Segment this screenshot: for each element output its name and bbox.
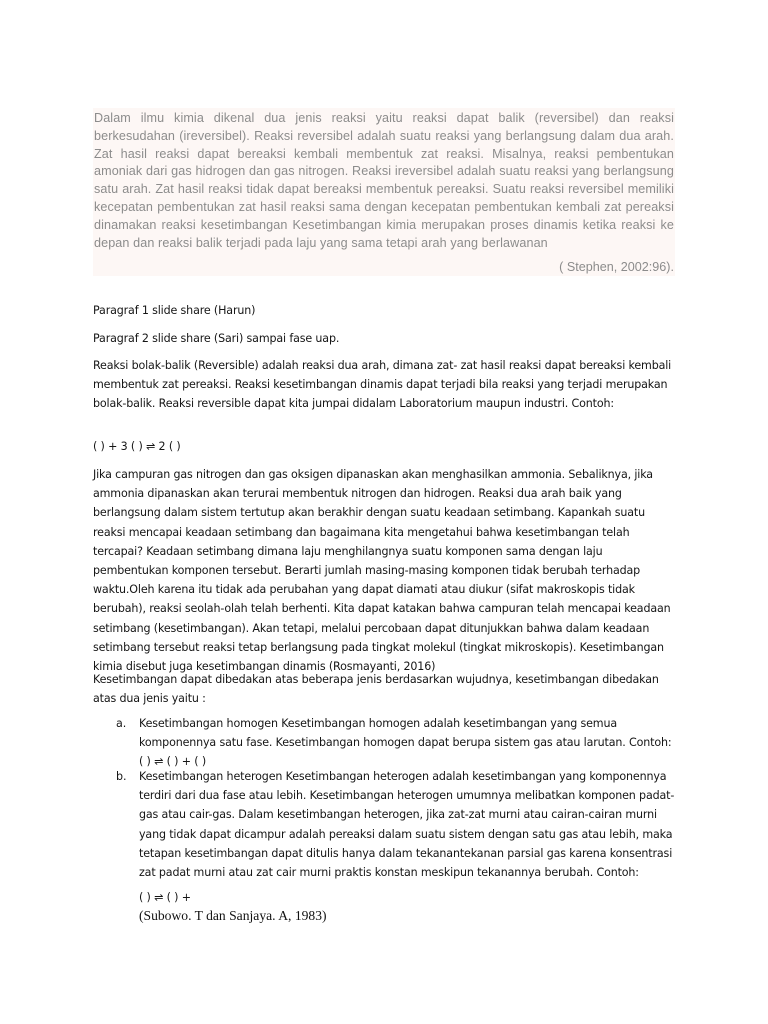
equation-line: ( ) + 3 ( ) ⇌ 2 ( ): [93, 440, 181, 453]
list-marker-b: b.: [116, 770, 127, 783]
note-paragraph-2: Paragraf 2 slide share (Sari) sampai fase uap.: [93, 332, 340, 345]
note-paragraph-1: Paragraf 1 slide share (Harun): [93, 304, 256, 317]
reference-citation: (Subowo. T dan Sanjaya. A, 1983): [139, 908, 327, 923]
campuran-paragraph: Jika campuran gas nitrogen dan gas oksigen dipanaskan akan menghasilkan ammonia. Sebaliknya, jika ammonia dipanaskan akan terurai membentuk nitrogen dan hidrogen. Reaksi dua arah baik yang berlangsung dalam sistem tertutup akan berakhir dengan suatu keadaan setimbang. Kapankah suatu reaksi mencapai keadaan setimbang dan bagaimana kita mengetahui bahwa kesetimbangan telah tercapai? Keadaan setimbang dimana laju menghilangnya suatu komponen sama dengan laju pembentukan komponen tersebut. Berarti jumlah masing-masing komponen tidak berubah terhadap waktu.Oleh karena itu tidak ada perubahan yang dapat diamati atau diukur (sifat makroskopis tidak berubah), reaksi seolah-olah telah berhenti. Kita dapat katakan bahwa campuran telah mencapai keadaan setimbang (kesetimbangan). Akan tetapi, melalui percobaan dapat ditunjukkan bahwa dalam keadaan setimbang tersebut reaksi tetap berlangsung pada tingkat molekul (tingkat mikroskopis). Kesetimbangan kimia disebut juga kesetimbangan dinamis (Rosmayanti, 2016): [93, 468, 671, 674]
list-intro-paragraph: Kesetimbangan dapat dibedakan atas beberapa jenis berdasarkan wujudnya, kesetimbangan dibedakan atas dua jenis yaitu :: [93, 673, 659, 706]
list-item-b-equation: ( ) ⇌ ( ) +: [139, 891, 191, 904]
list-item-b: Kesetimbangan heterogen Kesetimbangan heterogen adalah kesetimbangan yang komponennya terdiri dari dua fase atau lebih. Kesetimbangan heterogen umumnya melibatkan komponen padat-gas atau cair-gas. Dalam kesetimbangan heterogen, jika zat-zat murni atau cairan-cairan murni yang tidak dapat dicampur adalah pereaksi dalam suatu sistem dengan satu gas atau lebih, maka tetapan kesetimbangan dapat ditulis hanya dalam tekanantekanan parsial gas karena konsentrasi zat padat murni atau zat cair murni praktis konstan meskipun tekanannya berubah. Contoh:: [139, 770, 675, 880]
quote-citation: ( Stephen, 2002:96).: [559, 260, 674, 274]
list-item-a: Kesetimbangan homogen Kesetimbangan homogen adalah kesetimbangan yang semua komponennya satu fase. Kesetimbangan homogen dapat berupa sistem gas atau larutan. Contoh: ( ) ⇌ ( ) + ( ): [139, 717, 672, 769]
reversible-paragraph: Reaksi bolak-balik (Reversible) adalah reaksi dua arah, dimana zat- zat hasil reaksi dapat bereaksi kembali membentuk zat pereaksi. Reaksi kesetimbangan dinamis dapat terjadi bila reaksi yang terjadi merupakan bolak-balik. Reaksi reversible dapat kita jumpai didalam Laboratorium maupun industri. Contoh:: [93, 359, 672, 411]
list-marker-a: a.: [116, 717, 127, 730]
quote-paragraph: Dalam ilmu kimia dikenal dua jenis reaksi yaitu reaksi dapat balik (reversibel) dan reaksi berkesudahan (ireversibel). Reaksi reversibel adalah suatu reaksi yang berlangsung dalam dua arah. Zat hasil reaksi dapat bereaksi kembali membentuk zat reaksi. Misalnya, reaksi pembentukan amoniak dari gas hidrogen dan gas nitrogen. Reaksi ireversibel adalah suatu reaksi yang berlangsung satu arah. Zat hasil reaksi tidak dapat bereaksi membentuk pereaksi. Suatu reaksi reversibel memiliki kecepatan pembentukan zat hasil reaksi sama dengan kecepatan pembentukan kembali zat pereaksi dinamakan reaksi kesetimbangan Kesetimbangan kimia merupakan proses dinamis ketika reaksi ke depan dan reaksi balik terjadi pada laju yang sama tetapi arah yang berlawanan: [94, 111, 674, 250]
